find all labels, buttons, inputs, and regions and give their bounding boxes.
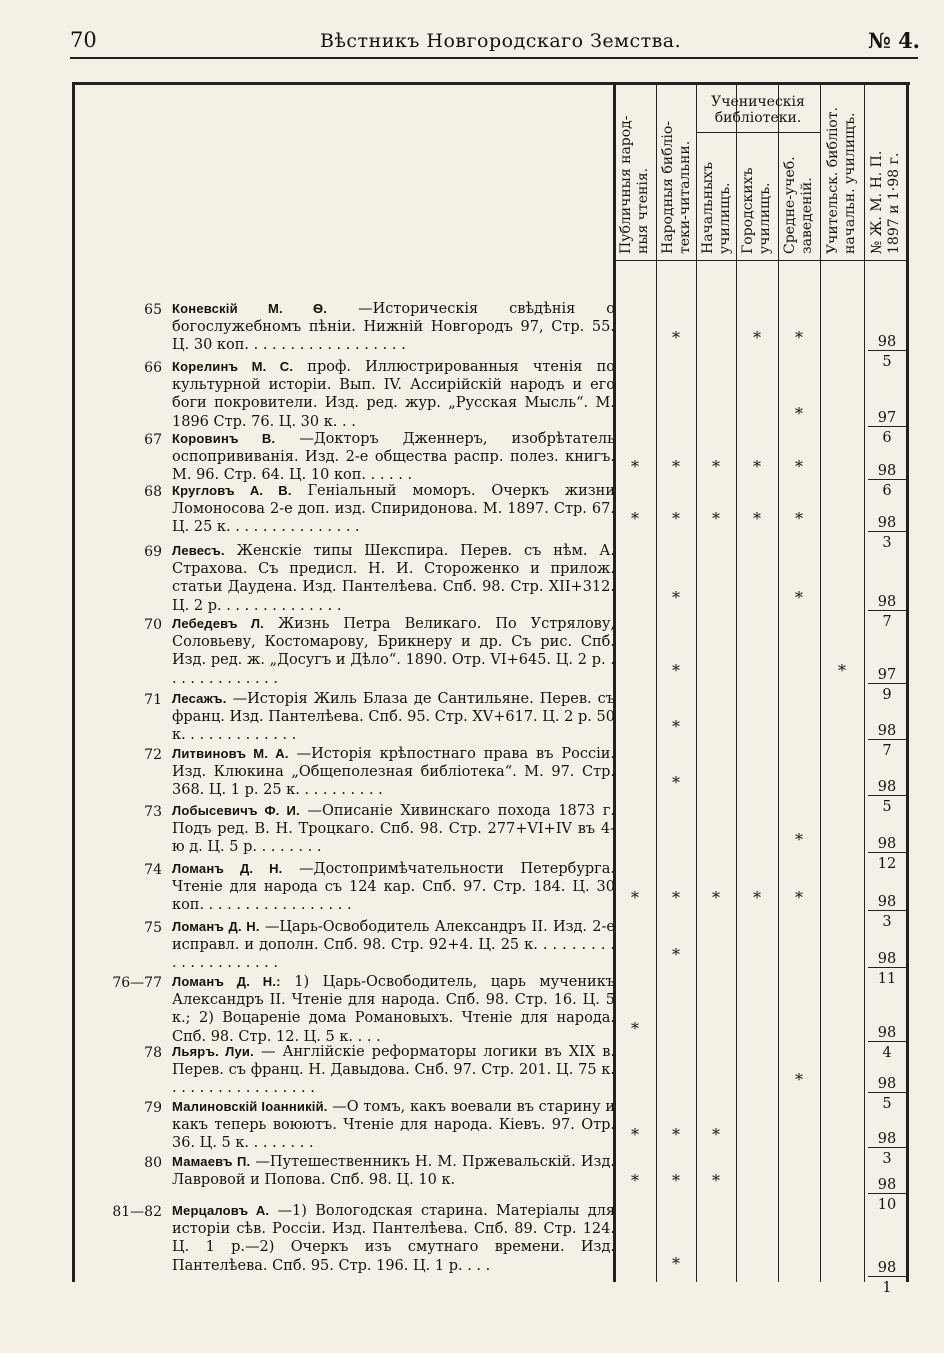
- entry-number: 72: [144, 747, 162, 763]
- journal-year: 98: [868, 463, 906, 480]
- entry-author: Коневскій М. Ѳ.: [172, 301, 328, 316]
- availability-mark: *: [795, 509, 803, 528]
- availability-mark: *: [672, 888, 680, 907]
- entry-description: Женскіе типы Шекспира. Перев. съ нѣм. А. Страхова. Съ предисл. Н. И. Стороженко и прилож. статьи Даудена. Изд. Пантелѣева. Спб. 98. Стр. XII+312. Ц. 2 р. . . . . . . . . . . . . .: [172, 543, 615, 614]
- header-bottom-rule: [613, 260, 908, 261]
- catalog-entry: [172, 1098, 615, 1153]
- journal-issue: 4: [882, 1045, 892, 1061]
- availability-mark: *: [795, 830, 803, 849]
- entry-number: 79: [144, 1100, 162, 1116]
- availability-mark: *: [631, 1019, 639, 1038]
- entry-author: Коровинъ В.: [172, 431, 276, 446]
- availability-mark: *: [672, 661, 680, 680]
- journal-issue: 7: [882, 614, 892, 630]
- entry-author: Малиновскій Іоанникій.: [172, 1099, 328, 1114]
- availability-mark: *: [631, 1171, 639, 1190]
- column-header: Публичныя народ- ныя чтенія.: [618, 115, 651, 254]
- journal-year: 98: [868, 515, 906, 532]
- table-top-rule: [72, 82, 910, 85]
- availability-mark: *: [672, 945, 680, 964]
- availability-mark: *: [631, 509, 639, 528]
- entry-number: 66: [144, 360, 162, 376]
- availability-mark: *: [712, 888, 720, 907]
- availability-mark: *: [795, 1070, 803, 1089]
- entry-author: Ломанъ Д. Н.: [172, 919, 260, 934]
- catalog-entry: [172, 1202, 615, 1275]
- availability-mark: *: [672, 1171, 680, 1190]
- catalog-entry: [172, 802, 615, 857]
- entry-author: Ломанъ Д. Н.:: [172, 974, 281, 989]
- journal-year: 98: [868, 1131, 906, 1148]
- entry-author: Лесажъ.: [172, 691, 227, 706]
- journal-issue: 1: [882, 1280, 892, 1296]
- journal-title: Вѣстникъ Новгородскаго Земства.: [320, 30, 682, 52]
- column-rule: [736, 82, 737, 1282]
- availability-mark: *: [753, 328, 761, 347]
- catalog-entry: [172, 358, 615, 431]
- column-header: № Ж. М. Н. П. 1897 и 1·98 г.: [869, 150, 902, 254]
- entry-author: Лобысевичъ Ф. И.: [172, 803, 300, 818]
- issue-number: № 4.: [867, 28, 920, 53]
- journal-issue: 3: [882, 1151, 892, 1167]
- journal-issue: 5: [882, 1096, 892, 1112]
- journal-year: 98: [868, 951, 906, 968]
- availability-mark: *: [672, 1125, 680, 1144]
- journal-issue: 3: [882, 914, 892, 930]
- catalog-entry: [172, 615, 615, 688]
- catalog-entry: [172, 690, 615, 745]
- availability-mark: *: [753, 509, 761, 528]
- catalog-entry: [172, 482, 615, 537]
- catalog-entry: [172, 300, 615, 355]
- entry-author: Лебедевъ Л.: [172, 616, 264, 631]
- availability-mark: *: [631, 1125, 639, 1144]
- entry-number: 78: [144, 1045, 162, 1061]
- entry-author: Левесъ.: [172, 543, 225, 558]
- journal-issue: 10: [877, 1197, 897, 1213]
- header-rule: [70, 57, 918, 59]
- journal-issue: 6: [882, 430, 892, 446]
- entry-description: Геніальный моморъ. Очеркъ жизни Ломоносова 2-е доп. изд. Спиридонова. М. 1897. Стр. 67. Ц. 25 к. . . . . . . . . . . . . . .: [172, 483, 615, 536]
- entry-description: проф. Иллюстрированныя чтенія по культурной исторіи. Вып. IV. Ассирійскій народъ и его боги покровители. Изд. ред. жур. „Русская Мысль“. М. 1896 Стр. 76. Ц. 30 к. . .: [172, 359, 615, 430]
- column-rule: [696, 82, 697, 1282]
- entry-number: 65: [144, 302, 162, 318]
- availability-mark: *: [631, 457, 639, 476]
- journal-year: 98: [868, 1177, 906, 1194]
- availability-mark: *: [753, 457, 761, 476]
- entry-number: 76—77: [112, 975, 162, 991]
- column-header: Начальныхъ училищъ.: [700, 162, 733, 254]
- journal-issue: 12: [877, 856, 897, 872]
- availability-mark: *: [795, 888, 803, 907]
- column-rule: [906, 82, 909, 1282]
- entry-description: —Описаніе Хивинскаго похода 1873 г. Подъ ред. В. Н. Троцкаго. Спб. 98. Стр. 277+VI+IV въ 4-ю д. Ц. 5 р. . . . . . . .: [172, 803, 615, 856]
- catalog-entry: [172, 860, 615, 915]
- journal-year: 98: [868, 779, 906, 796]
- entry-number: 74: [144, 862, 162, 878]
- entry-description: — Англійскіе реформаторы логики въ XIX в. Перев. съ франц. Н. Давыдова. Снб. 97. Стр. 201. Ц. 75 к. . . . . . . . . . . . . . . . .: [172, 1044, 615, 1097]
- journal-issue: 5: [882, 354, 892, 370]
- availability-mark: *: [631, 888, 639, 907]
- entry-description: —Докторъ Дженнеръ, изобрѣтатель оспопрививанія. Изд. 2-е общества распр. полез. книгъ. М. 96. Стр. 64. Ц. 10 коп. . . . . .: [172, 431, 615, 484]
- entry-description: —Исторія Жиль Блаза де Сантильяне. Перев. съ франц. Изд. Пантелѣева. Спб. 95. Стр. XV+617. Ц. 2 р. 50 к. . . . . . . . . . . . .: [172, 691, 615, 744]
- availability-mark: *: [672, 509, 680, 528]
- entry-description: —1) Вологодская старина. Матеріалы для исторіи сѣв. Россіи. Изд. Пантелѣева. Спб. 89. Стр. 124. Ц. 1 р.—2) Очеркъ изъ смутнаго времени. Изд. Пантелѣева. Спб. 95. Стр. 196. Ц. 1 р. . . .: [172, 1203, 615, 1274]
- catalog-entry: [172, 745, 615, 800]
- column-rule: [656, 82, 657, 1282]
- journal-issue: 11: [877, 971, 897, 987]
- catalog-entry: [172, 1153, 615, 1189]
- availability-mark: *: [712, 1171, 720, 1190]
- availability-mark: *: [795, 404, 803, 423]
- column-header: Городскихъ училищъ.: [740, 167, 773, 254]
- journal-year: 98: [868, 723, 906, 740]
- column-header: Средне-учеб. заведеній.: [782, 156, 815, 254]
- column-rule: [778, 82, 779, 1282]
- page-number: 70: [70, 28, 97, 52]
- availability-mark: *: [753, 888, 761, 907]
- catalog-table: [72, 82, 910, 1296]
- availability-mark: *: [672, 1254, 680, 1273]
- journal-year: 98: [868, 334, 906, 351]
- journal-year: 97: [868, 667, 906, 684]
- entry-description: 1) Царь-Освободитель, царь мученикъ Александръ II. Чтеніе для народа. Спб. 98. Стр. 16. Ц. 5 к.; 2) Воцареніе дома Романовыхъ. Чтеніе для народа. Спб. 98. Стр. 12. Ц. 5 к. . . .: [172, 974, 615, 1045]
- page-header: [70, 28, 920, 58]
- journal-issue: 3: [882, 535, 892, 551]
- journal-issue: 5: [882, 799, 892, 815]
- catalog-entry: [172, 1043, 615, 1098]
- journal-issue: 6: [882, 483, 892, 499]
- column-rule: [864, 82, 865, 1282]
- entry-description: —Царь-Освободитель Александръ II. Изд. 2-е исправл. и дополн. Спб. 98. Стр. 92+4. Ц. 25 к. . . . . . . . . . . . . . . . . . . . .: [172, 919, 615, 972]
- catalog-entry: [172, 918, 615, 973]
- journal-year: 98: [868, 1076, 906, 1093]
- entry-description: —Путешественникъ Н. М. Пржевальскій. Изд. Лавровой и Попова. Спб. 98. Ц. 10 к.: [172, 1154, 615, 1189]
- availability-mark: *: [672, 328, 680, 347]
- journal-issue: 7: [882, 743, 892, 759]
- entry-number: 80: [144, 1155, 162, 1171]
- journal-year: 98: [868, 836, 906, 853]
- entry-author: Корелинъ М. С.: [172, 359, 294, 374]
- entry-author: Мерцаловъ А.: [172, 1203, 270, 1218]
- group-header-rule: [696, 132, 820, 133]
- journal-issue: 9: [882, 687, 892, 703]
- entry-description: Жизнь Петра Великаго. По Устрялову, Соловьеву, Костомарову, Брикнеру и др. Съ рис. Спб. Изд. ред. ж. „Досугъ и Дѣло“. 1890. Отр. VI+645. Ц. 2 р. . . . . . . . . . . . . .: [172, 616, 615, 687]
- availability-mark: *: [795, 588, 803, 607]
- entry-number: 71: [144, 692, 162, 708]
- availability-mark: *: [672, 588, 680, 607]
- journal-year: 97: [868, 410, 906, 427]
- journal-year: 98: [868, 594, 906, 611]
- availability-mark: *: [712, 509, 720, 528]
- entry-author: Литвиновъ М. А.: [172, 746, 289, 761]
- availability-mark: *: [712, 1125, 720, 1144]
- entry-number: 73: [144, 804, 162, 820]
- journal-year: 98: [868, 894, 906, 911]
- availability-mark: *: [795, 457, 803, 476]
- entry-number: 81—82: [112, 1204, 162, 1220]
- entry-author: Льяръ. Луи.: [172, 1044, 254, 1059]
- availability-mark: *: [838, 661, 846, 680]
- entry-description: —Достопримѣчательности Петербурга. Чтеніе для народа съ 124 кар. Спб. 97. Стр. 184. Ц. 30 коп. . . . . . . . . . . . . . . . .: [172, 861, 615, 914]
- entry-author: Кругловъ А. В.: [172, 483, 292, 498]
- availability-mark: *: [672, 773, 680, 792]
- journal-year: 98: [868, 1025, 906, 1042]
- catalog-entry: [172, 430, 615, 485]
- entry-number: 70: [144, 617, 162, 633]
- catalog-entry: [172, 542, 615, 615]
- column-header: Народныя библіо- теки-читальни.: [660, 120, 693, 254]
- entry-number: 68: [144, 484, 162, 500]
- entry-author: Мамаевъ П.: [172, 1154, 251, 1169]
- availability-mark: *: [672, 717, 680, 736]
- catalog-entry: [172, 973, 615, 1046]
- availability-mark: *: [712, 457, 720, 476]
- availability-mark: *: [672, 457, 680, 476]
- column-rule: [820, 82, 821, 1282]
- journal-year: 98: [868, 1260, 906, 1277]
- entry-author: Ломанъ Д. Н.: [172, 861, 283, 876]
- entry-number: 69: [144, 544, 162, 560]
- entry-description: —О томъ, какъ воевали въ старину и какъ теперь воюютъ. Чтеніе для народа. Кіевъ. 97. Отр. 36. Ц. 5 к. . . . . . . .: [172, 1099, 615, 1152]
- entry-description: —Исторія крѣпостнаго права въ Россіи. Изд. Клюкина „Общеполезная библіотека“. М. 97. Стр. 368. Ц. 1 р. 25 к. . . . . . . . . .: [172, 746, 615, 799]
- entry-number: 75: [144, 920, 162, 936]
- column-header: Учительск. библіот. начальн. училищъ.: [825, 107, 858, 254]
- entry-number: 67: [144, 432, 162, 448]
- availability-mark: *: [795, 328, 803, 347]
- entry-description: —Историческія свѣдѣнія о богослужебномъ пѣніи. Нижній Новгородъ 97, Стр. 55. Ц. 30 коп. . . . . . . . . . . . . . . . . .: [172, 301, 615, 354]
- group-header-students: Ученическія библіотеки.: [711, 94, 805, 126]
